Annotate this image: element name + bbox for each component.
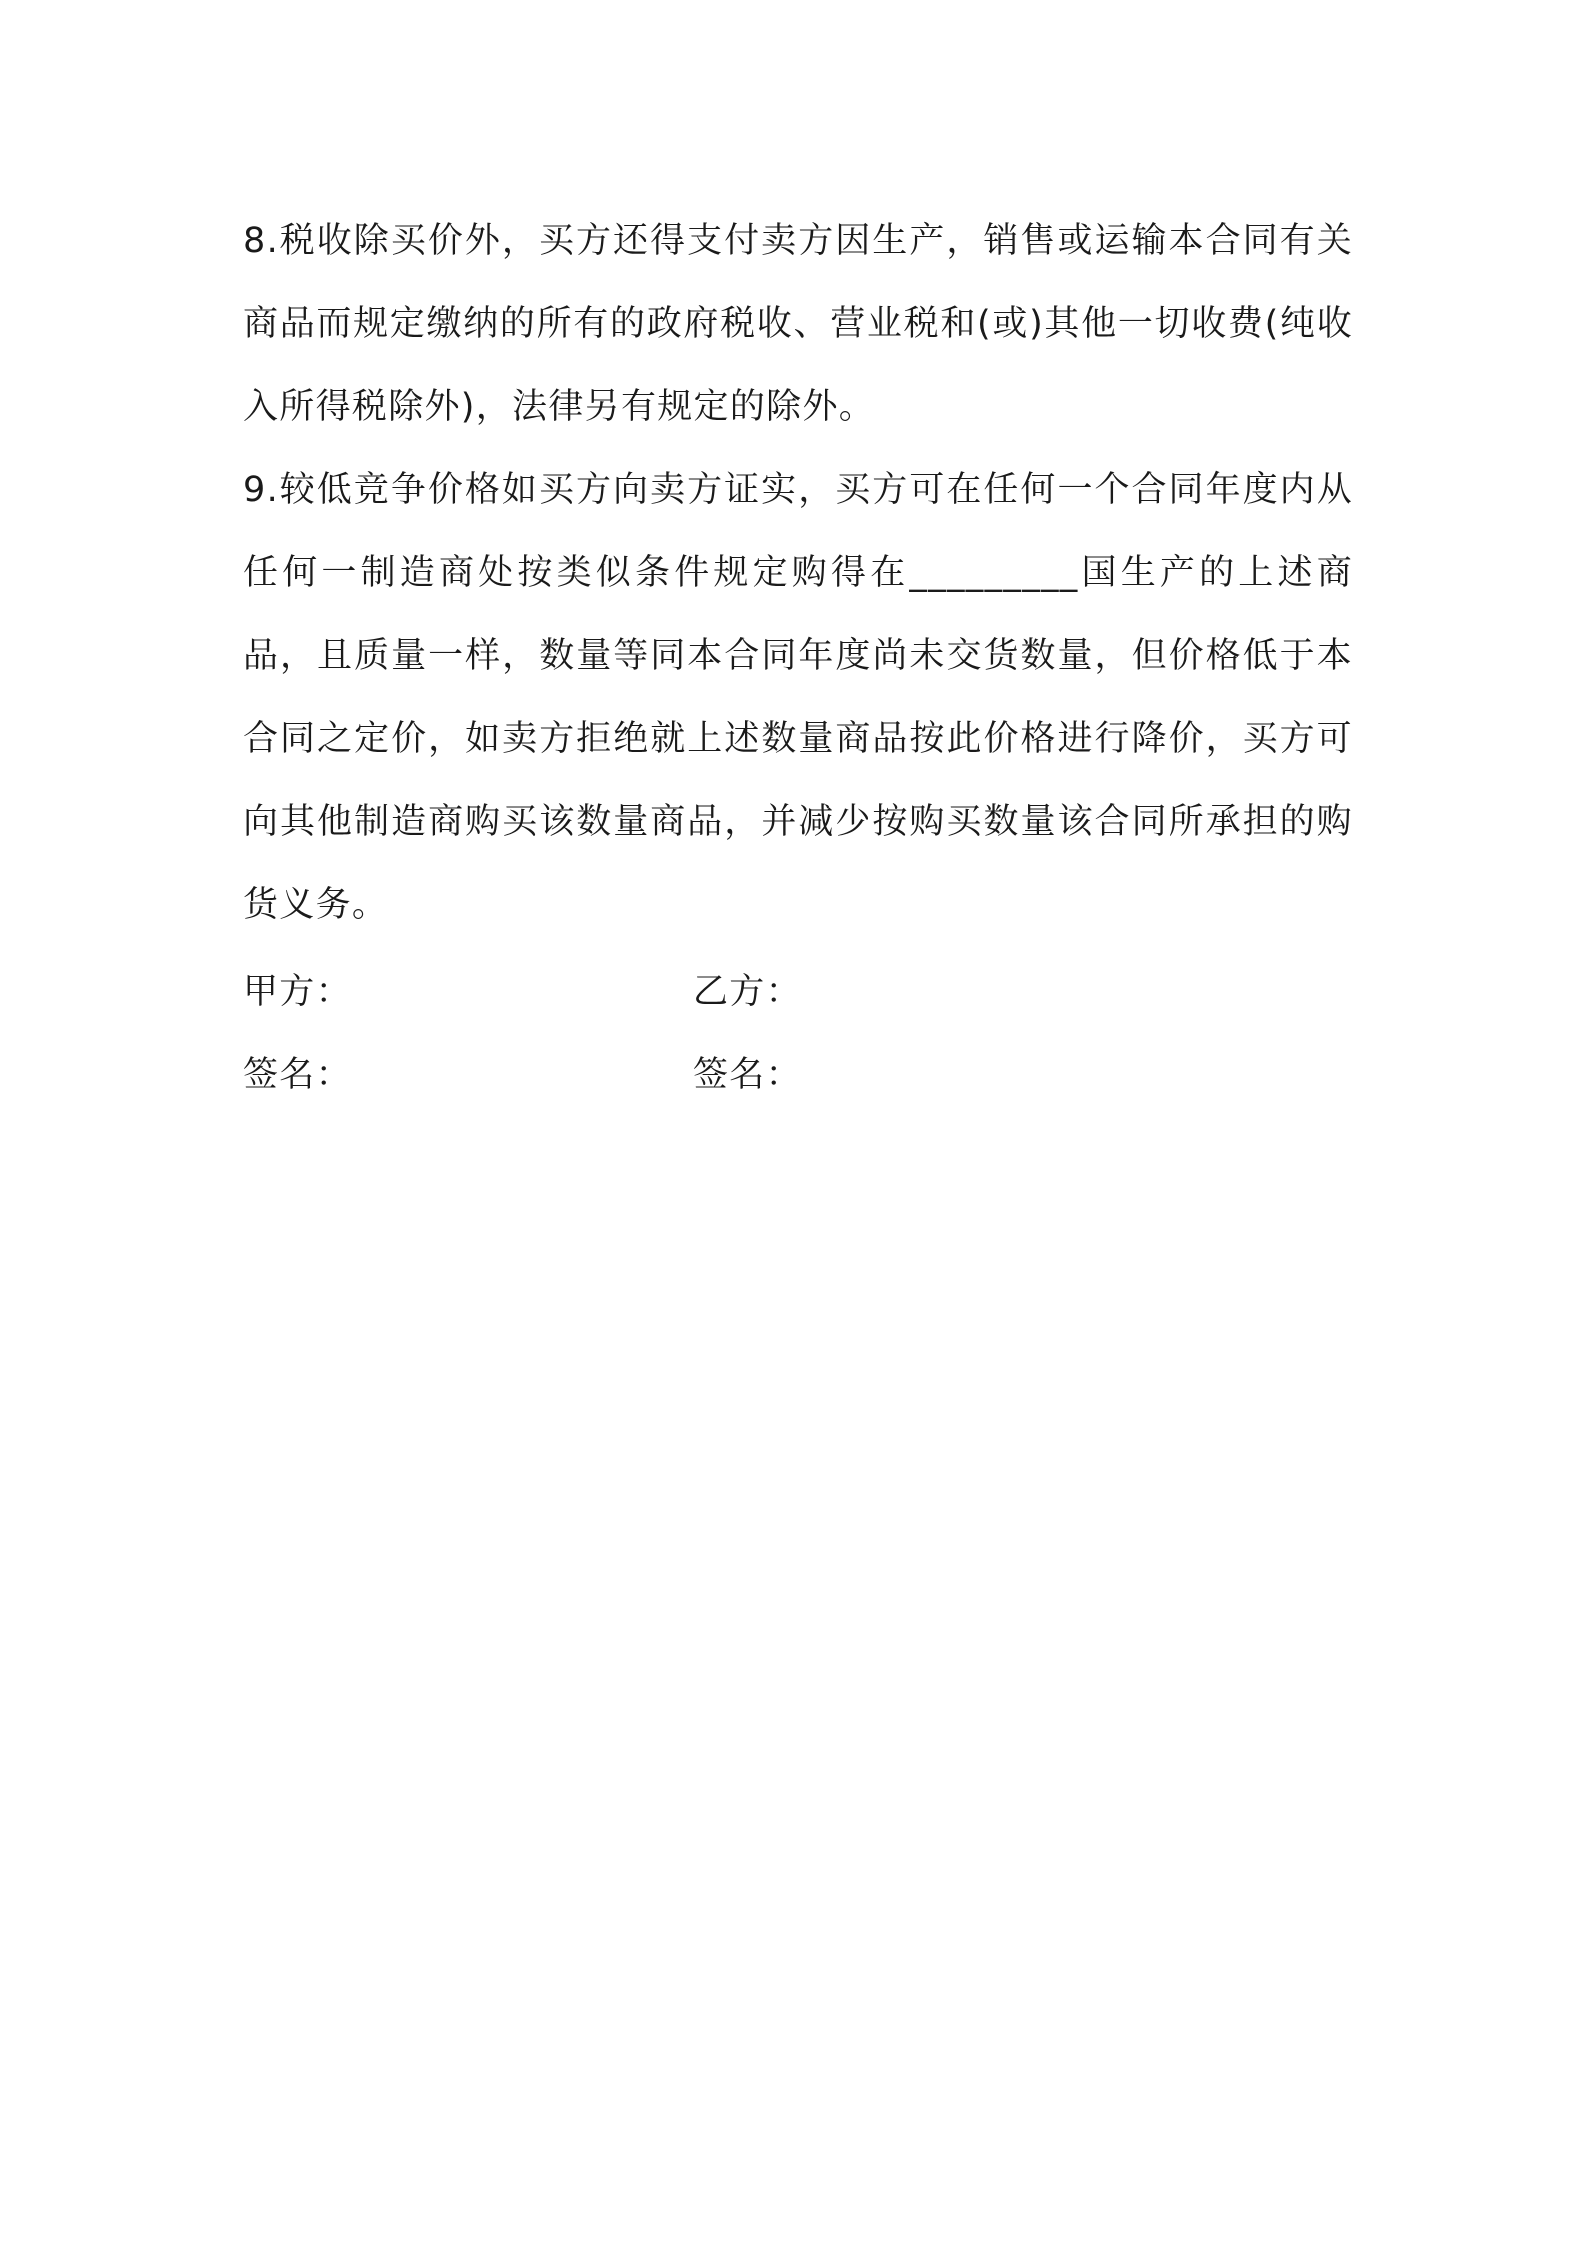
party-row bbox=[243, 947, 1353, 1030]
sign-b-label: 签名： bbox=[693, 1054, 802, 1095]
signature-row bbox=[243, 1030, 1353, 1113]
party-a-label: 甲方： bbox=[243, 971, 352, 1012]
document-body bbox=[243, 200, 1353, 1113]
clause-8-taxes: 8.税收除买价外，买方还得支付卖方因生产，销售或运输本合同有关商品而规定缴纳的所有的政府税收、营业税和(或)其他一切收费(纯收入所得税除外)，法律另有规定的除外。 bbox=[243, 221, 1353, 427]
sign-a-label: 签名： bbox=[243, 1054, 352, 1095]
party-b-label: 乙方： bbox=[693, 971, 802, 1012]
clause-9-competitive-price: 9.较低竞争价格如买方向卖方证实，买方可在任何一个合同年度内从任何一制造商处按类似条件规定购得在_________国生产的上述商品，且质量一样，数量等同本合同年度尚未交货数量，但价格低于本合同之定价，如卖方拒绝就上述数量商品按此价格进行降价，买方可向其他制造商购买该数量商品，并减少按购买数量该合同所承担的购货义务。 bbox=[243, 470, 1353, 925]
